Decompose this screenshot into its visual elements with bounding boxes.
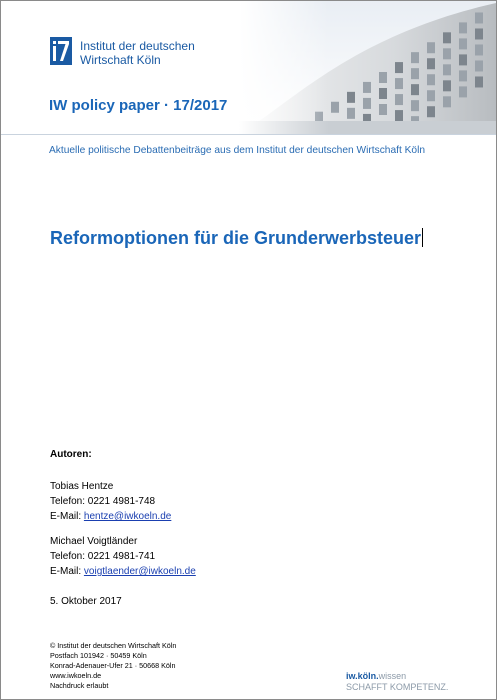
publication-date: 5. Oktober 2017: [50, 596, 122, 607]
brand-line2: SCHAFFT KOMPETENZ.: [346, 682, 449, 692]
brand-line1: [346, 671, 448, 682]
footer-line: Konrad-Adenauer-Ufer 21 · 50668 Köln: [50, 661, 176, 670]
subtitle: Aktuelle politische Debattenbeiträge aus dem Institut der deutschen Wirtschaft Köln: [49, 145, 426, 156]
author-name: Tobias Hentze: [50, 481, 114, 492]
iw-logo-icon: [50, 37, 72, 65]
institute-name-line1: Institut der deutschen: [80, 39, 195, 53]
paper-title[interactable]: [50, 228, 423, 249]
brand-claim: [346, 671, 448, 693]
footer-address: [50, 641, 176, 691]
paper-title-text: Reformoptionen für die Grunderwerbsteuer: [50, 228, 422, 248]
author-email-line: [50, 564, 196, 579]
author-block: [50, 534, 196, 579]
author-block: [50, 479, 171, 524]
series-number: IW policy paper · 17/2017: [49, 97, 228, 114]
footer-line: Postfach 101942 · 50459 Köln: [50, 651, 147, 660]
header: [1, 1, 496, 134]
email-label: E-Mail:: [50, 511, 84, 522]
author-email-line: [50, 509, 171, 524]
author-phone: Telefon: 0221 4981-748: [50, 496, 156, 507]
authors-heading: Autoren:: [50, 449, 92, 460]
institute-name-line2: Wirtschaft Köln: [80, 53, 161, 67]
institute-name: [80, 39, 195, 67]
text-cursor: [422, 228, 423, 247]
author-email-link[interactable]: hentze@iwkoeln.de: [83, 511, 172, 522]
author-phone: Telefon: 0221 4981-741: [50, 551, 156, 562]
building-photo: [239, 1, 496, 134]
brand-iw-koeln: iw.köln.: [346, 671, 379, 681]
email-label: E-Mail:: [50, 566, 84, 577]
footer-line: © Institut der deutschen Wirtschaft Köln: [50, 641, 177, 650]
footer-line: www.iwkoeln.de: [50, 671, 102, 680]
brand-wissen: wissen: [378, 671, 407, 681]
author-email-link[interactable]: voigtlaender@iwkoeln.de: [83, 566, 196, 577]
header-divider: [1, 134, 496, 135]
footer-line: Nachdruck erlaubt: [50, 681, 109, 690]
author-name: Michael Voigtländer: [50, 536, 138, 547]
